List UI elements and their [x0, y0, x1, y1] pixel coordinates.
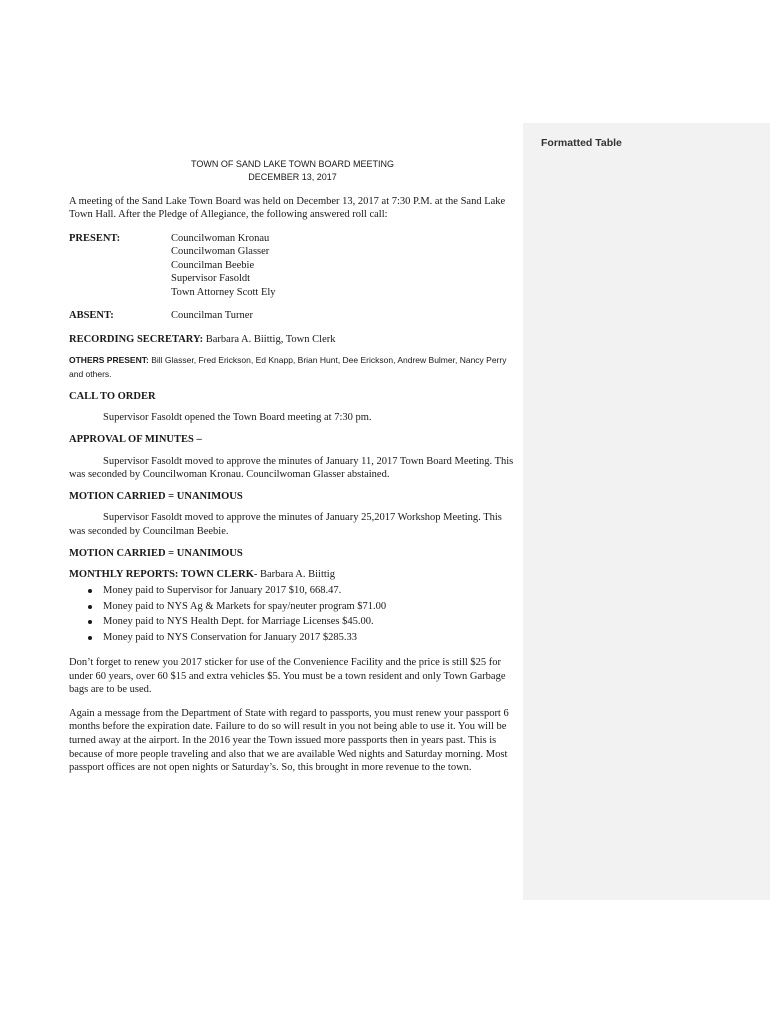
recording-value: Barbara A. Biittig, Town Clerk	[205, 333, 336, 345]
call-to-order-text: Supervisor Fasoldt opened the Town Board meeting at 7:30 pm.	[103, 412, 372, 424]
list-item	[103, 583, 516, 599]
motion-carried-2: MOTION CARRIED = UNANIMOUS	[69, 547, 243, 559]
passport-paragraph: Again a message from the Department of State with regard to passports, you must renew your passport 6 months before the expiration date. Failure to do so will result in you not being able to use it. You will be turned away at the airport. In the 2016 year the Town issued more passports then in years past. This is because of more people traveling and also that we are available Wed nights and Saturday morning. Most passport offices are not open nights or Saturday’s. So, this brought in more revenue to the town.	[69, 707, 509, 774]
bullet-icon	[88, 605, 92, 609]
document-body	[69, 158, 516, 775]
absent-label: ABSENT:	[69, 310, 114, 322]
comment-title: Formatted Table	[541, 137, 622, 149]
sticker-paragraph: Don’t forget to renew you 2017 sticker for use of the Convenience Facility and the price is still $25 for under 60 years, over 60 $15 and extra vehicles $5. You must be a town resident and only Town Garbage bags are to be used.	[69, 656, 506, 696]
others-label: OTHERS PRESENT:	[69, 355, 149, 366]
absent-name: Councilman Turner	[171, 310, 253, 322]
present-list	[171, 232, 276, 299]
motion-carried-1: MOTION CARRIED = UNANIMOUS	[69, 490, 243, 502]
reports-list	[69, 583, 516, 646]
present-name: Supervisor Fasoldt	[171, 273, 251, 285]
list-item-text: Money paid to Supervisor for January 2017 $10, 668.47.	[103, 584, 342, 596]
list-item	[103, 599, 516, 615]
reports-heading-label: MONTHLY REPORTS: TOWN CLERK	[69, 569, 254, 581]
recording-label: RECORDING SECRETARY:	[69, 333, 204, 345]
list-item-text: Money paid to NYS Health Dept. for Marriage Licenses $45.00.	[103, 616, 374, 628]
list-item-text: Money paid to NYS Ag & Markets for spay/neuter program $71.00	[103, 600, 387, 612]
approval-heading: APPROVAL OF MINUTES –	[69, 434, 202, 445]
intro-paragraph: A meeting of the Sand Lake Town Board was held on December 13, 2017 at 7:30 P.M. at the Sand Lake Town Hall. After the Pledge of Allegiance, the following answered roll call:	[69, 195, 506, 221]
approval-text-2: Supervisor Fasoldt moved to approve the minutes of January 25,2017 Workshop Meeting. This was seconded by Councilman Beebie.	[69, 512, 502, 537]
present-row	[69, 232, 516, 299]
present-name: Town Attorney Scott Ely	[171, 286, 276, 298]
list-item-text: Money paid to NYS Conservation for January 2017 $285.33	[103, 632, 358, 644]
reports-heading-name: - Barbara A. Biittig	[253, 569, 335, 581]
present-label: PRESENT:	[69, 233, 121, 244]
comment-pane	[523, 123, 770, 900]
bullet-icon	[88, 589, 92, 593]
doc-date: DECEMBER 13, 2017	[248, 172, 337, 183]
call-to-order-heading: CALL TO ORDER	[69, 390, 156, 402]
list-item	[103, 614, 516, 630]
monthly-reports-heading	[69, 568, 516, 582]
others-present	[69, 354, 516, 382]
bullet-icon	[88, 620, 92, 624]
present-name: Councilwoman Glasser	[171, 246, 270, 258]
present-name: Councilman Beebie	[171, 259, 255, 271]
bullet-icon	[88, 636, 92, 640]
present-name: Councilwoman Kronau	[171, 233, 270, 244]
list-item	[103, 630, 516, 646]
recording-secretary	[69, 333, 516, 347]
doc-title: TOWN OF SAND LAKE TOWN BOARD MEETING	[190, 159, 395, 169]
approval-text-1: Supervisor Fasoldt moved to approve the minutes of January 11, 2017 Town Board Meeting. This was seconded by Councilwoman Kronau. Councilwoman Glasser abstained.	[69, 455, 514, 481]
absent-row	[69, 309, 516, 323]
others-value: Bill Glasser, Fred Erickson, Ed Knapp, Brian Hunt, Dee Erickson, Andrew Bulmer, Nancy Perry and others.	[69, 355, 507, 380]
